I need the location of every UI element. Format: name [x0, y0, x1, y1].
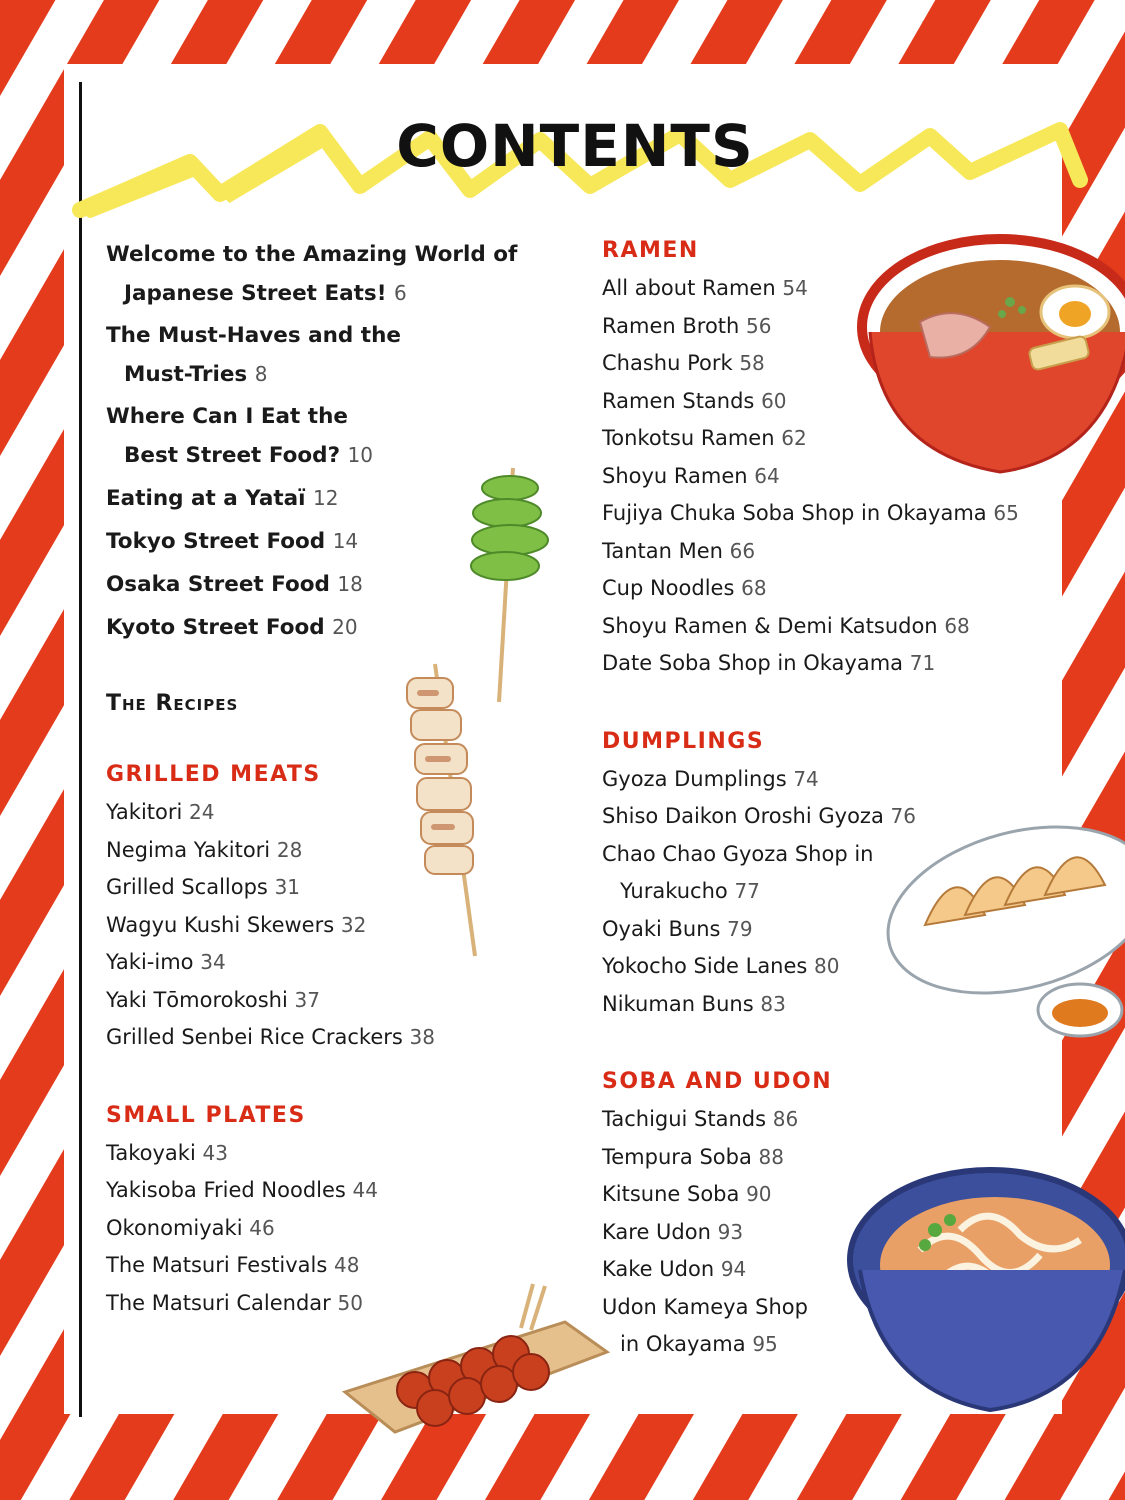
page-number: 77 [734, 879, 760, 903]
section-heading: SOBA AND UDON [602, 1069, 833, 1094]
toc-entry[interactable]: Tempura Soba 88 [602, 1144, 784, 1169]
toc-entry[interactable]: The Matsuri Festivals 48 [106, 1253, 360, 1277]
page-number: 95 [752, 1332, 778, 1356]
page-number: 43 [202, 1140, 228, 1165]
page-title: CONTENTS [396, 112, 754, 180]
page-number: 66 [729, 538, 756, 563]
intro-entry[interactable]: Where Can I Eat the Best Street Food? 10 [106, 404, 373, 468]
page-number: 93 [717, 1219, 744, 1244]
page-number: 34 [200, 950, 226, 974]
page-number: 62 [781, 426, 807, 450]
intro-entry[interactable]: Eating at a Yataï 12 [106, 486, 339, 511]
page-number: 65 [993, 501, 1019, 525]
intro-entry[interactable]: Osaka Street Food 18 [106, 572, 363, 597]
page-number: 68 [944, 613, 970, 638]
toc-entry[interactable]: Chashu Pork 58 [602, 351, 765, 375]
toc-entry[interactable]: Grilled Senbei Rice Crackers 38 [106, 1025, 435, 1049]
page-number: 37 [294, 987, 320, 1012]
ramen-bowl-illustration [860, 232, 1125, 482]
page-number: 74 [793, 766, 819, 791]
intro-entry[interactable]: Kyoto Street Food 20 [106, 615, 358, 640]
gyoza-plate-illustration [885, 815, 1125, 1055]
toc-entry[interactable]: Negima Yakitori 28 [106, 837, 303, 862]
page-number: 56 [746, 313, 772, 338]
page-number: 60 [761, 388, 787, 413]
toc-entry[interactable]: Yokocho Side Lanes 80 [602, 954, 840, 978]
toc-entry[interactable]: Yakisoba Fried Noodles 44 [106, 1178, 378, 1202]
page-number: 32 [340, 912, 367, 937]
page-number: 50 [337, 1290, 363, 1315]
page-number: 58 [739, 351, 765, 375]
page-number: 90 [746, 1182, 772, 1206]
toc-entry[interactable]: Date Soba Shop in Okayama 71 [602, 651, 936, 675]
page-number: 14 [332, 529, 359, 553]
toc-entry[interactable]: Kake Udon 94 [602, 1257, 747, 1281]
toc-entry[interactable]: Kitsune Soba 90 [602, 1182, 772, 1206]
page-spine-line [79, 82, 82, 1417]
toc-entry[interactable]: Fujiya Chuka Soba Shop in Okayama 65 [602, 501, 1019, 525]
page-number: 68 [741, 576, 767, 600]
toc-entry[interactable]: Tachigui Stands 86 [602, 1107, 799, 1131]
page-number: 48 [333, 1253, 360, 1277]
section-heading: SMALL PLATES [106, 1102, 306, 1128]
section-heading: RAMEN [602, 238, 699, 263]
toc-entry[interactable]: Gyoza Dumplings 74 [602, 766, 819, 791]
toc-entry[interactable]: Kare Udon 93 [602, 1219, 744, 1244]
page-number: 12 [313, 486, 339, 510]
toc-entry[interactable]: Ramen Stands 60 [602, 388, 787, 413]
toc-entry[interactable]: Okonomiyaki 46 [106, 1215, 275, 1240]
page-number: 46 [249, 1215, 275, 1240]
toc-entry[interactable]: Udon Kameya Shop in Okayama 95 [602, 1294, 808, 1356]
toc-entry[interactable]: Takoyaki 43 [106, 1140, 228, 1165]
toc-entry[interactable]: Yaki Tōmorokoshi 37 [106, 987, 320, 1012]
toc-entry[interactable]: Chao Chao Gyoza Shop in Yurakucho 77 [602, 841, 874, 903]
udon-bowl-illustration [840, 1160, 1125, 1430]
takoyaki-boat-illustration [335, 1282, 615, 1442]
toc-entry[interactable]: Yaki-imo 34 [106, 950, 226, 974]
toc-entry[interactable]: Nikuman Buns 83 [602, 991, 786, 1016]
page-number: 79 [727, 916, 753, 941]
page-number: 31 [274, 875, 301, 899]
page-number: 18 [337, 572, 363, 596]
chicken-skewer-illustration [395, 660, 505, 960]
toc-entry[interactable]: All about Ramen 54 [602, 276, 808, 300]
toc-entry[interactable]: Shiso Daikon Oroshi Gyoza 76 [602, 804, 916, 828]
page-number: 54 [782, 276, 808, 300]
intro-entry[interactable]: The Must-Haves and the Must-Tries 8 [106, 323, 401, 387]
page-number: 20 [332, 615, 358, 639]
toc-entry[interactable]: Ramen Broth 56 [602, 313, 772, 338]
toc-entry[interactable]: Shoyu Ramen & Demi Katsudon 68 [602, 613, 970, 638]
toc-entry[interactable]: Tantan Men 66 [602, 538, 756, 563]
page-number: 71 [909, 651, 936, 675]
page-number: 76 [890, 804, 916, 828]
page-number: 38 [409, 1025, 435, 1049]
section-heading: DUMPLINGS [602, 728, 765, 754]
page-number: 10 [347, 443, 373, 467]
intro-entry[interactable]: Tokyo Street Food 14 [106, 529, 359, 554]
intro-entry[interactable]: Welcome to the Amazing World of Japanese Street Eats! 6 [106, 242, 518, 306]
toc-entry[interactable]: Wagyu Kushi Skewers 32 [106, 912, 367, 937]
page-number: 83 [760, 991, 786, 1016]
toc-entry[interactable]: The Matsuri Calendar 50 [106, 1290, 363, 1315]
section-heading: GRILLED MEATS [106, 762, 321, 787]
page-number: 24 [189, 800, 215, 824]
page-number: 80 [814, 954, 840, 978]
toc-entry[interactable]: Tonkotsu Ramen 62 [602, 426, 807, 450]
page-number: 28 [276, 837, 303, 862]
toc-entry[interactable]: Oyaki Buns 79 [602, 916, 753, 941]
page-number: 6 [394, 281, 407, 305]
page-number: 44 [352, 1178, 378, 1202]
page-number: 86 [772, 1107, 799, 1131]
toc-entry[interactable]: Shoyu Ramen 64 [602, 463, 780, 488]
page-number: 8 [254, 362, 268, 386]
page-number: 64 [754, 463, 780, 488]
page-number: 88 [758, 1144, 784, 1169]
page-number: 94 [720, 1257, 747, 1281]
recipes-section-title: The Recipes [106, 691, 239, 716]
toc-entry[interactable]: Grilled Scallops 31 [106, 875, 301, 899]
toc-entry[interactable]: Cup Noodles 68 [602, 576, 767, 600]
toc-entry[interactable]: Yakitori 24 [106, 800, 215, 824]
